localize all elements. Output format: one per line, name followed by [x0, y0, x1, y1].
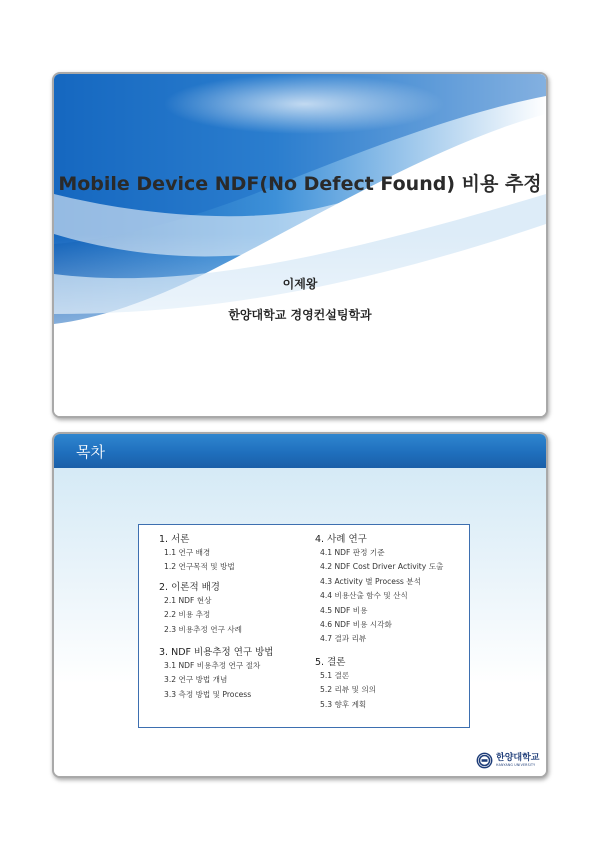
author-name: 이제왕	[282, 277, 318, 291]
logo-name-korean: 한양대학교	[496, 753, 540, 763]
toc-item: 2.2 비용 추정	[164, 610, 211, 620]
toc-section-title: 3. NDF 비용추정 연구 방법	[159, 647, 274, 659]
toc-slide	[52, 432, 548, 778]
toc-item: 1.1 연구 배경	[164, 548, 211, 557]
toc-section-title: 5. 결론	[315, 656, 346, 668]
toc-item: 4.4 비용산출 함수 및 산식	[320, 591, 408, 601]
slide-header-bar	[54, 434, 546, 468]
blue-swoosh-background	[54, 74, 546, 416]
slide-title: Mobile Device NDF(No Defect Found) 비용 추정	[58, 173, 542, 195]
title-slide	[52, 72, 548, 418]
toc-item: 5.3 향후 계획	[320, 699, 367, 709]
university-logo	[476, 750, 539, 770]
toc-item: 3.2 연구 방법 개념	[164, 675, 228, 685]
toc-item: 4.2 NDF Cost Driver Activity 도출	[320, 562, 444, 572]
toc-item: 2.1 NDF 현상	[164, 595, 212, 605]
slide-header-title: 목차	[76, 443, 105, 461]
toc-item: 3.1 NDF 비용추정 연구 절차	[164, 661, 261, 671]
toc-column-left	[159, 533, 273, 702]
toc-item: 5.2 리뷰 및 의의	[320, 685, 376, 695]
toc-item: 4.7 결과 리뷰	[320, 634, 367, 644]
toc-section-title: 1. 서론	[159, 534, 190, 545]
toc-item: 3.3 측정 방법 및 Process	[164, 689, 252, 699]
toc-column-right	[315, 533, 443, 712]
affiliation: 한양대학교 경영컨설팅학과	[228, 308, 372, 322]
toc-box	[138, 524, 470, 728]
toc-section-title: 4. 사례 연구	[315, 534, 367, 545]
toc-item: 5.1 결론	[320, 670, 350, 680]
toc-item: 1.2 연구목적 및 방법	[164, 562, 235, 572]
university-seal-icon	[476, 752, 493, 769]
toc-item: 2.3 비용추정 연구 사례	[164, 624, 243, 634]
toc-item: 4.3 Activity 별 Process 분석	[320, 576, 421, 586]
toc-item: 4.1 NDF 판정 기준	[320, 548, 385, 557]
toc-section-title: 2. 이론적 배경	[159, 581, 220, 593]
toc-item: 4.5 NDF 비용	[320, 605, 368, 615]
toc-item: 4.6 NDF 비용 시각화	[320, 620, 392, 630]
logo-name-english: HANYANG UNIVERSITY	[496, 763, 536, 767]
